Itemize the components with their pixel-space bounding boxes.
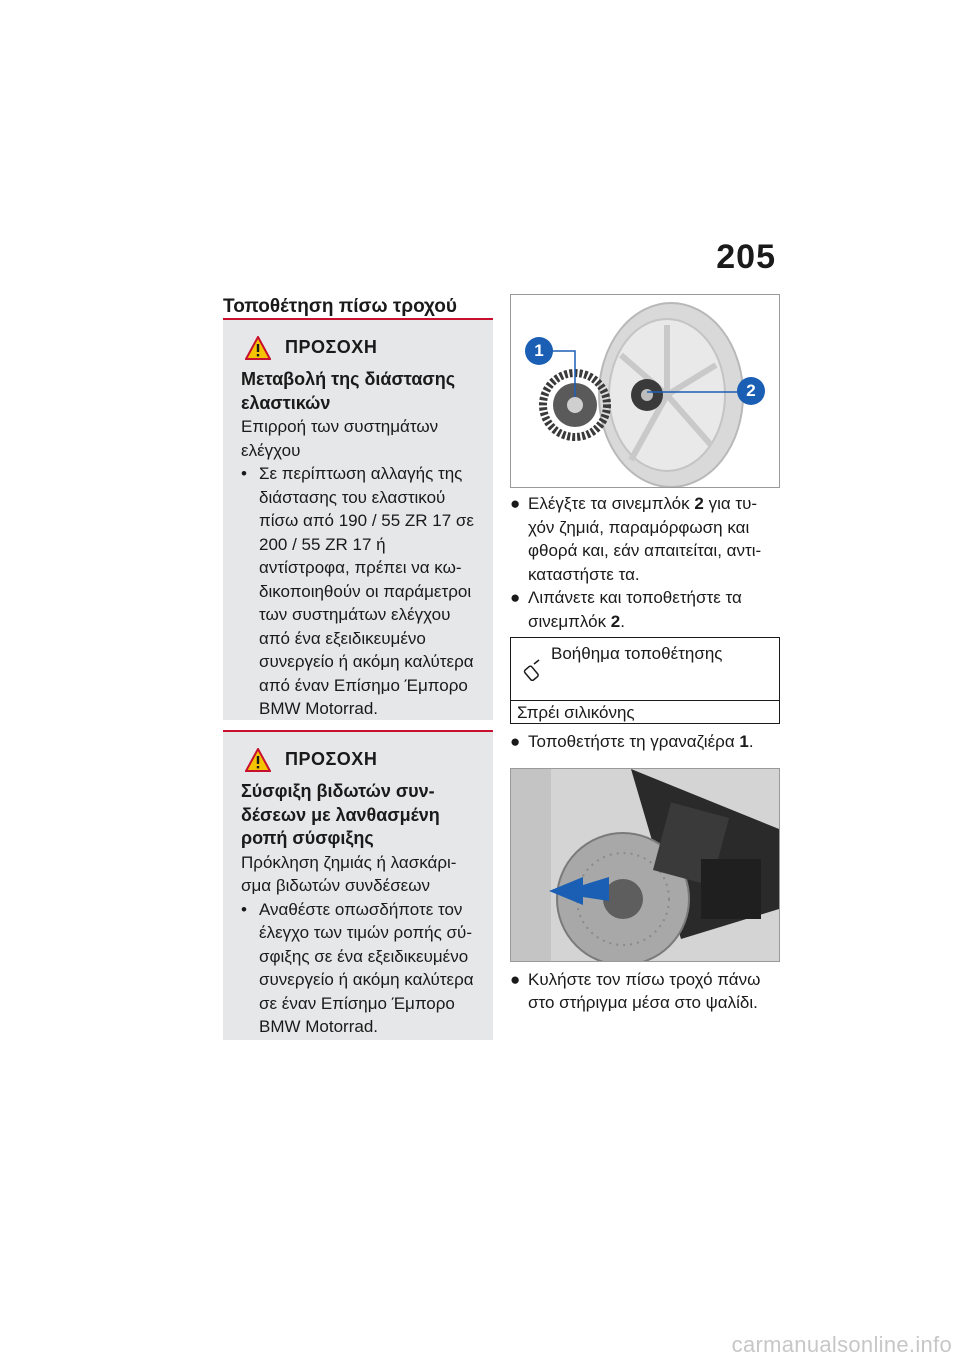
warning-box-2	[223, 730, 493, 1040]
step-text: Κυλήστε τον πίσω τροχό πάνω στο στήριγμα μέσα στο ψαλίδι.	[528, 969, 761, 1012]
step-text: Λιπάνετε και τοποθετήστε τα σινεμπλόκ 2.	[528, 588, 742, 631]
warning-consequence: Επιρροή των συστημάτων ελέγχου	[241, 417, 439, 460]
right-column	[510, 294, 780, 1015]
warning-subtitle: Σύσφιξη βιδωτών συν-δέσεων με λανθασμένη ροπή σύσφιξης	[241, 781, 440, 848]
warning-triangle-icon	[245, 336, 271, 360]
aid-item: Σπρέι σιλικόνης	[517, 703, 635, 722]
swingarm-illustration	[511, 769, 779, 961]
step-item	[510, 730, 780, 754]
warning-triangle-icon	[245, 748, 271, 772]
warning-consequence: Πρόκληση ζημιάς ή λασκάρι-σμα βιδωτών συνδέσεων	[241, 852, 457, 895]
step-text: Τοποθετήστε τη γραναζιέρα 1.	[528, 732, 754, 751]
installation-aid-box	[510, 637, 780, 724]
warning-bullet-text: Σε περίπτωση αλλαγής της διάστασης του ελαστικού πίσω από 190 / 55 ZR 17 σε 200 / 55 ZR 17 ή αντίστροφα, πρέπει να κω-δικοποιηθούν οι παράμετροι των συστημάτων ελέγχου από ένα εξειδικευμένο συνεργείο ή ακόμη καλύτερα από έναν Επίσημο Έμπορο BMW Motorrad.	[259, 464, 474, 718]
warning-header	[241, 336, 481, 360]
step-text: Ελέγξτε τα σινεμπλόκ 2 για τυ-χόν ζημιά, παραμόρφωση και φθορά και, εάν απαιτείται, αντι-καταστήστε τα.	[528, 494, 762, 584]
bullet-dot: •	[241, 899, 247, 919]
warning-label: ΠΡΟΣΟΧΗ	[285, 337, 378, 358]
footer-url[interactable]: carmanualsonline.info	[731, 1332, 952, 1357]
swingarm-figure	[510, 768, 780, 962]
callout-2-label: 2	[746, 381, 756, 400]
bullet-dot: ●	[510, 588, 521, 607]
bullet-dot: ●	[510, 732, 521, 751]
aid-header	[511, 638, 779, 701]
warning-bullet-text: Αναθέστε οπωσδήποτε τον έλεγχο των τιμών ροπής σύ-σφιξης σε ένα εξειδικευμένο συνεργείο ή ακόμη καλύτερα σε έναν Επίσημο Έμπορο BMW Motorrad.	[259, 899, 474, 1036]
warning-subtitle: Μεταβολή της διάστασης ελαστικών	[241, 369, 456, 413]
warning-header	[241, 748, 481, 772]
step-item	[510, 586, 780, 633]
warning-label: ΠΡΟΣΟΧΗ	[285, 749, 378, 770]
bullet-dot: •	[241, 464, 247, 483]
warning-bullet	[241, 898, 481, 1039]
callout-1-label: 1	[534, 341, 544, 360]
step-item	[510, 968, 780, 1015]
warning-box-1	[223, 318, 493, 720]
step-item	[510, 492, 780, 586]
section-title: Τοποθέτηση πίσω τροχού	[223, 296, 457, 317]
bullet-dot: ●	[510, 494, 521, 513]
aid-title: Βοήθημα τοποθέτησης	[551, 644, 723, 663]
spray-can-icon	[511, 638, 551, 700]
step-list-1	[510, 492, 780, 633]
warning-bullet	[241, 462, 481, 721]
page-number: 205	[716, 238, 776, 276]
bullet-dot: ●	[510, 969, 521, 989]
